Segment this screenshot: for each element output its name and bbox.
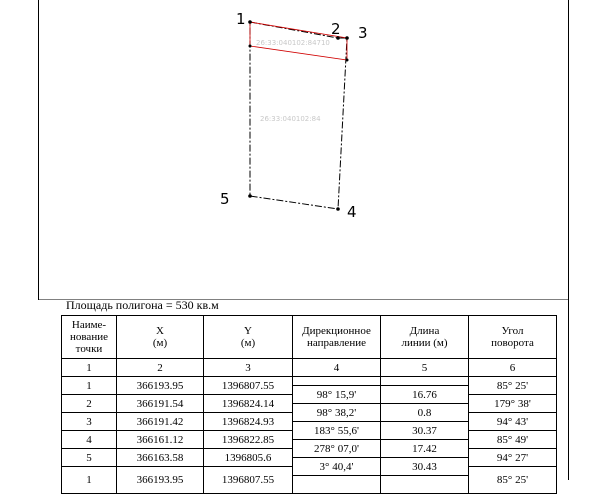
cell-point: 2	[62, 395, 117, 413]
point-label-4: 4	[347, 203, 357, 221]
cell-length: 30.43	[381, 458, 469, 476]
cell-length: 30.37	[381, 422, 469, 440]
header-line: (м)	[240, 337, 256, 349]
point-label-1: 1	[236, 10, 246, 28]
cell-point: 5	[62, 449, 117, 467]
direction-spacer	[293, 476, 381, 494]
cell-angle: 85° 49'	[469, 431, 557, 449]
header-line: линии (м)	[401, 337, 448, 349]
header-x	[117, 316, 204, 359]
column-number: 2	[117, 359, 204, 377]
cell-direction: 3° 40,4'	[293, 458, 381, 476]
header-line: поворота	[491, 337, 534, 349]
cell-direction: 98° 38,2'	[293, 404, 381, 422]
cell-angle: 94° 27'	[469, 449, 557, 467]
cell-angle: 179° 38'	[469, 395, 557, 413]
header-length	[381, 316, 469, 359]
cell-y: 1396824.14	[204, 395, 293, 413]
cell-length: 16.76	[381, 386, 469, 404]
column-number-row	[62, 359, 557, 377]
cell-y: 1396824.93	[204, 413, 293, 431]
area-caption: Площадь полигона = 530 кв.м	[66, 298, 219, 312]
cell-direction: 183° 55,6'	[293, 422, 381, 440]
column-number: 5	[381, 359, 469, 377]
column-number: 1	[62, 359, 117, 377]
cadastral-number-parcel: 26:33:040102:84	[260, 115, 321, 123]
cell-y: 1396822.85	[204, 431, 293, 449]
vertex-3	[345, 36, 349, 40]
header-line: нование	[70, 331, 108, 343]
cell-point: 3	[62, 413, 117, 431]
cell-angle: 85° 25'	[469, 467, 557, 494]
header-line: Наиме-	[71, 319, 107, 331]
cell-y: 1396807.55	[204, 377, 293, 395]
cell-length: 17.42	[381, 440, 469, 458]
neighbor-vertex-a	[249, 45, 252, 48]
length-spacer	[381, 377, 469, 386]
cell-point: 1	[62, 377, 117, 395]
vertex-4	[336, 207, 340, 211]
column-number: 4	[293, 359, 381, 377]
point-label-2: 2	[331, 20, 341, 38]
cell-x: 366193.95	[117, 467, 204, 494]
cell-point: 1	[62, 467, 117, 494]
cell-x: 366163.58	[117, 449, 204, 467]
point-label-5: 5	[220, 190, 230, 208]
cell-direction: 278° 07,0'	[293, 440, 381, 458]
header-y	[204, 316, 293, 359]
table-row	[62, 377, 557, 386]
cell-angle: 94° 43'	[469, 413, 557, 431]
cell-x: 366191.42	[117, 413, 204, 431]
header-line: Дирекционное	[302, 325, 371, 337]
direction-spacer	[293, 377, 381, 386]
coordinates-table	[61, 315, 557, 494]
vertex-5	[248, 194, 252, 198]
cell-point: 4	[62, 431, 117, 449]
cell-x: 366193.95	[117, 377, 204, 395]
header-line: Угол	[501, 325, 524, 337]
cell-direction: 98° 15,9'	[293, 386, 381, 404]
header-line: (м)	[152, 337, 168, 349]
cell-length: 0.8	[381, 404, 469, 422]
column-number: 3	[204, 359, 293, 377]
header-line: X	[156, 325, 164, 337]
cell-x: 366161.12	[117, 431, 204, 449]
cell-y: 1396805.6	[204, 449, 293, 467]
point-label-3: 3	[358, 24, 368, 42]
header-line: направление	[307, 337, 366, 349]
header-angle	[469, 316, 557, 359]
header-point-name	[62, 316, 117, 359]
cadastral-number-neighbor: 26:33:040102:84710	[256, 39, 330, 47]
cell-x: 366191.54	[117, 395, 204, 413]
table-header-row	[62, 316, 557, 359]
cell-angle: 85° 25'	[469, 377, 557, 395]
length-spacer	[381, 476, 469, 494]
column-number: 6	[469, 359, 557, 377]
vertex-1	[248, 20, 252, 24]
header-line: Длина	[409, 325, 440, 337]
cell-y: 1396807.55	[204, 467, 293, 494]
neighbor-vertex-b	[346, 59, 349, 62]
header-line: точки	[75, 343, 103, 355]
header-direction	[293, 316, 381, 359]
header-line: Y	[244, 325, 252, 337]
